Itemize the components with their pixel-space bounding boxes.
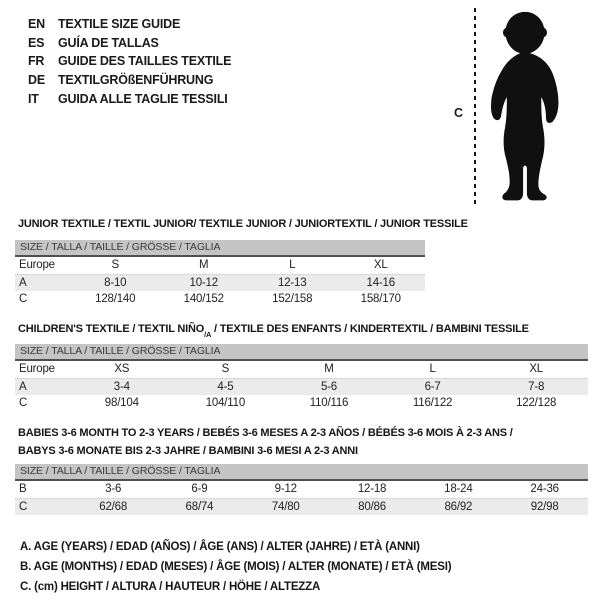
table-cell: 86/92 [444,500,473,513]
table-cell: 6-7 [424,380,441,393]
table-cell: 104/110 [205,397,246,410]
baby-silhouette-icon [482,9,568,206]
row-label: B [19,483,27,496]
table-cell: 10-12 [189,276,218,289]
row-label: A [19,380,27,393]
height-measure-label: C [454,106,464,120]
row-label: Europe [19,363,55,376]
table-cell: L [429,363,436,376]
table-cell: 9-12 [274,483,297,496]
table-cell: 6-9 [191,483,208,496]
table-cell: S [221,363,230,376]
children-section-title [18,320,529,342]
babies-size-table [15,464,588,515]
table-cell: 5-6 [320,380,337,393]
table-cell: 3-6 [105,483,122,496]
size-header-bar: SIZE / TALLA / TAILLE / GRÖSSE / TAGLIA [15,464,588,481]
language-code: DE [28,73,45,88]
table-cell: M [324,363,334,376]
table-cell: 14-16 [366,276,395,289]
children-title-text: CHILDREN'S TEXTILE / TEXTIL NIÑO [18,323,205,335]
table-row [15,361,588,379]
children-title-text: / TEXTILE DES ENFANTS / KINDERTEXTIL / BAMBINI TESSILE [211,323,529,335]
table-cell: 18-24 [444,483,473,496]
babies-title-line1: BABIES 3-6 MONTH TO 2-3 YEARS / BEBÉS 3-6 MESES A 2-3 AÑOS / BÉBÉS 3-6 MOIS À 2-3 ANS / [18,427,513,439]
language-title: TEXTILGRÖßENFÜHRUNG [58,73,214,88]
table-row [15,395,588,412]
table-cell: L [289,259,296,272]
language-title: GUÍA DE TALLAS [58,35,159,50]
table-cell: 8-10 [104,276,127,289]
language-title: GUIDE DES TAILLES TEXTILE [58,54,232,69]
table-cell: 62/68 [99,500,128,513]
row-label: C [19,500,28,513]
table-cell: 98/104 [104,397,139,410]
children-title-subscript: /A [204,330,212,340]
table-cell: S [111,259,119,272]
junior-section-title: JUNIOR TEXTILE / TEXTIL JUNIOR/ TEXTILE JUNIOR / JUNIORTEXTIL / JUNIOR TESSILE [18,218,468,230]
table-cell: 158/170 [360,293,401,306]
table-row [15,257,425,275]
babies-title-line2: BABYS 3-6 MONATE BIS 2-3 JAHRE / BAMBINI 3-6 MESI A 2-3 ANNI [18,445,358,457]
table-cell: 116/122 [412,397,453,410]
table-cell: 7-8 [528,380,545,393]
table-row [15,291,425,308]
table-cell: 12-13 [278,276,307,289]
size-header-bar: SIZE / TALLA / TAILLE / GRÖSSE / TAGLIA [15,344,588,361]
language-code: FR [28,54,45,69]
table-cell: 140/152 [183,293,224,306]
language-code: EN [28,17,45,31]
language-title-list [28,15,231,109]
table-cell: 110/116 [309,397,349,410]
table-row [15,499,588,516]
table-cell: 68/74 [185,500,214,513]
table-cell: 3-4 [113,380,130,393]
row-label: C [19,293,28,306]
table-cell: 74/80 [271,500,300,513]
language-code: ES [28,35,45,50]
table-cell: 12-18 [357,483,387,496]
table-row [15,481,588,499]
table-row [15,379,588,396]
table-cell: XL [373,259,388,272]
table-cell: 92/98 [530,500,559,513]
junior-size-table [15,240,425,308]
table-cell: 152/158 [272,293,313,306]
row-label: A [19,276,27,289]
table-cell: XL [529,363,543,376]
legend-line-b: B. AGE (MONTHS) / EDAD (MESES) / ÂGE (MOIS) / ALTER (MONATE) / ETÀ (MESI) [20,561,452,573]
legend-line-c: C. (cm) HEIGHT / ALTURA / HAUTEUR / HÖHE / ALTEZZA [20,581,321,593]
measurement-legend [20,537,451,597]
babies-section-title [18,424,513,460]
table-cell: 4-5 [217,380,234,393]
height-measure-dashed-line [474,8,476,207]
table-cell: 122/128 [516,397,557,410]
table-row [15,275,425,292]
language-title: GUIDA ALLE TAGLIE TESSILI [58,91,228,106]
children-size-table [15,344,588,412]
language-title: TEXTILE SIZE GUIDE [58,17,181,31]
row-label: Europe [19,259,55,272]
row-label: C [19,397,28,410]
size-header-bar: SIZE / TALLA / TAILLE / GRÖSSE / TAGLIA [15,240,425,257]
table-cell: XS [114,363,130,376]
table-cell: 24-36 [530,483,559,496]
language-code: IT [28,91,39,106]
table-cell: 80/86 [358,500,386,513]
table-cell: 128/140 [95,293,136,306]
table-cell: M [199,259,209,272]
legend-line-a: A. AGE (YEARS) / EDAD (AÑOS) / ÂGE (ANS) / ALTER (JAHRE) / ETÀ (ANNI) [20,541,420,553]
